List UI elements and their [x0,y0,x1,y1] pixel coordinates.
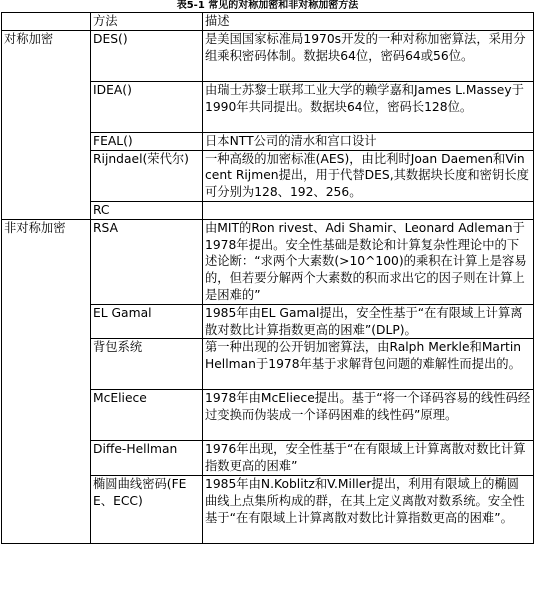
table-row [2,219,534,304]
method-cell: 椭圆曲线密码(FEE、ECC) [91,475,203,543]
description-cell: 1985年由N.Koblitz和V.Miller提出，利用有限域上的椭圆曲线上点集所构成的群，在其上定义离散对数系统。安全性基于“在有限域上计算离散对数比计算指数更高的困难”。 [203,475,534,543]
description-cell: 由MIT的Ron rivest、Adi Shamir、Leonard Adleman于1978年提出。安全性基础是数论和计算复杂性理论中的下述论断：“求两个大素数(>10^100)的乘积在计算上是容易的，但若要分解两个大素数的积而求出它的因子则在计算上是困难的” [203,219,534,304]
description-cell: 第一种出现的公开钥加密算法，由Ralph Merkle和Martin Hellman于1978年基于求解背包问题的难解性而提出的。 [203,339,534,390]
method-cell: Rijndael(荣代尔) [91,150,203,201]
description-cell: 日本NTT公司的清水和宫口设计 [203,132,534,150]
method-cell: McEliece [91,390,203,441]
description-cell: 1976年出现，安全性基于“在有限域上计算离散对数比计算指数更高的困难” [203,441,534,476]
description-cell: 一种高级的加密标准(AES)，由比利时Joan Daemen和Vincent Rijmen提出，用于代替DES,其数据块长度和密钥长度可分别为128、192、256。 [203,150,534,201]
method-cell: Diffe-Hellman [91,441,203,476]
method-cell: DES() [91,30,203,81]
header-method-cell: 方法 [91,13,203,31]
method-cell: EL Gamal [91,304,203,339]
header-description-cell: 描述 [203,13,534,31]
method-cell: IDEA() [91,81,203,132]
table-header-row [2,13,534,31]
table-row [2,30,534,81]
method-cell: FEAL() [91,132,203,150]
category-cell-asymmetric: 非对称加密 [2,219,91,543]
method-cell: RSA [91,219,203,304]
table-caption: 表5-1 常见的对称加密和非对称加密方法 [176,0,359,11]
description-cell [203,201,534,219]
description-cell: 由瑞士苏黎士联邦工业大学的赖学嘉和James L.Massey于1990年共同提出。数据块64位，密码长128位。 [203,81,534,132]
description-cell: 1978年由McEliece提出。基于“将一个译码容易的线性码经过变换而伪装成一个译码困难的线性码”原理。 [203,390,534,441]
description-cell: 1985年由EL Gamal提出，安全性基于“在有限域上计算离散对数比计算指数更高的困难”(DLP)。 [203,304,534,339]
header-category-cell [2,13,91,31]
method-cell: RC [91,201,203,219]
crypto-methods-table [1,12,534,544]
description-cell: 是美国国家标准局1970s开发的一种对称加密算法，采用分组乘积密码体制。数据块64位，密码64或56位。 [203,30,534,81]
category-cell-symmetric: 对称加密 [2,30,91,219]
method-cell: 背包系统 [91,339,203,390]
